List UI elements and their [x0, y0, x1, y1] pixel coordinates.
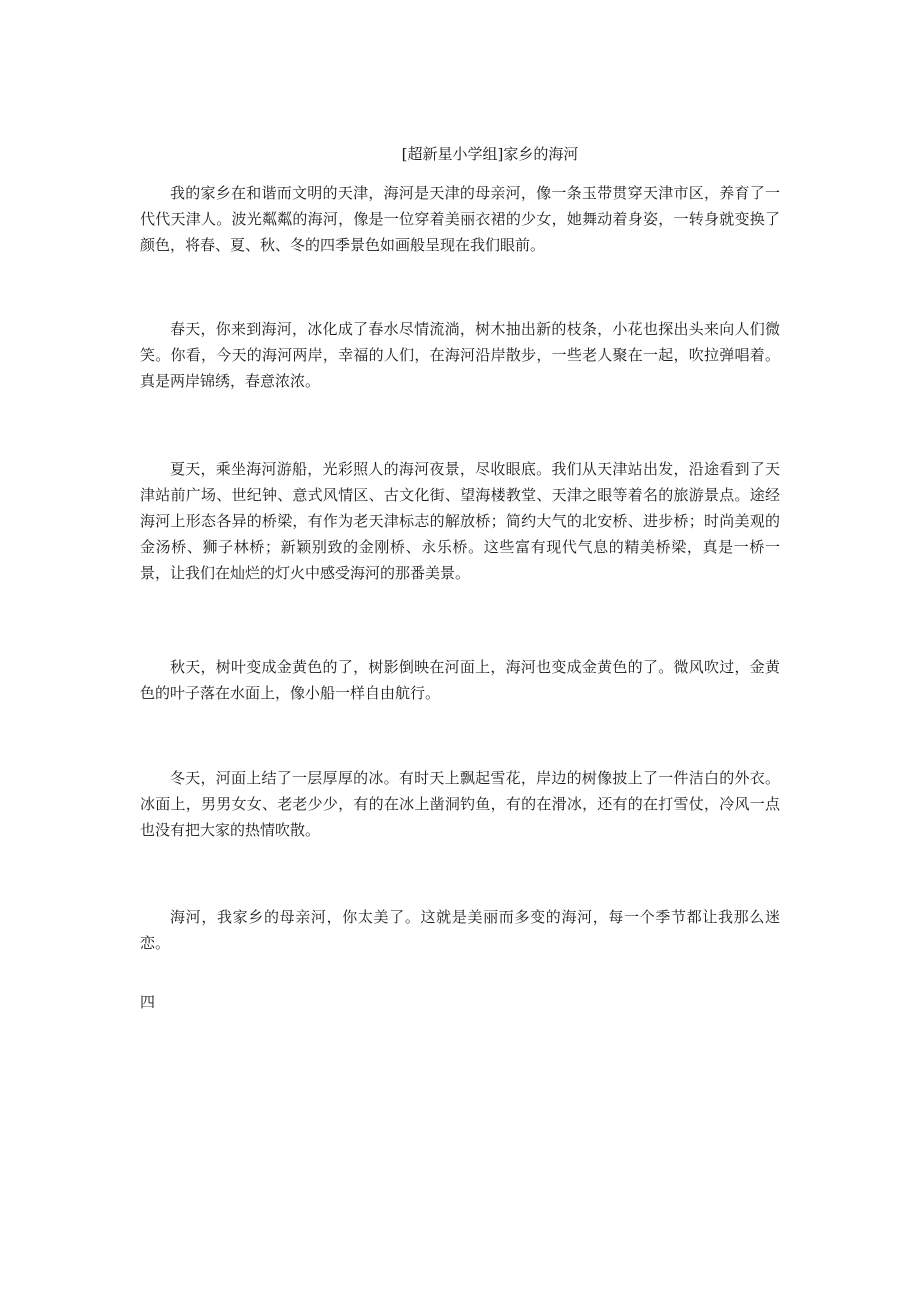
paragraph-conclusion: 海河，我家乡的母亲河，你太美了。这就是美丽而多变的海河，每一个季节都让我那么迷恋。 — [140, 908, 780, 952]
paragraph-spring: 春天，你来到海河，冰化成了春水尽情流淌，树木抽出新的枝条，小花也探出头来向人们微笑。你看，今天的海河两岸，幸福的人们，在海河沿岸散步，一些老人聚在一起，吹拉弹唱着。真是两岸锦绣，春意浓浓。 — [140, 320, 780, 390]
paragraph-intro: 我的家乡在和谐而文明的天津，海河是天津的母亲河，像一条玉带贯穿天津市区，养育了一代代天津人。波光粼粼的海河，像是一位穿着美丽衣裙的少女，她舞动着身姿，一转身就变换了颜色，将春、夏、秋、冬的四季景色如画般呈现在我们眼前。 — [140, 184, 780, 254]
paragraph-autumn: 秋天，树叶变成金黄色的了，树影倒映在河面上，海河也变成金黄色的了。微风吹过，金黄色的叶子落在水面上，像小船一样自由航行。 — [140, 658, 780, 702]
paragraph-summer: 夏天，乘坐海河游船，光彩照人的海河夜景，尽收眼底。我们从天津站出发，沿途看到了天津站前广场、世纪钟、意式风情区、古文化街、望海楼教堂、天津之眼等着名的旅游景点。途经海河上形态各异的桥梁，有作为老天津标志的解放桥；简约大气的北安桥、进步桥；时尚美观的金汤桥、狮子林桥；新颖别致的金刚桥、永乐桥。这些富有现代气息的精美桥梁，真是一桥一景，让我们在灿烂的灯火中感受海河的那番美景。 — [140, 460, 780, 582]
trailing-text: 四 — [140, 993, 156, 1011]
document-title: [超新星小学组]家乡的海河 — [401, 145, 579, 163]
paragraph-winter: 冬天，河面上结了一层厚厚的冰。有时天上飘起雪花，岸边的树像披上了一件洁白的外衣。冰面上，男男女女、老老少少，有的在冰上凿洞钓鱼，有的在滑冰，还有的在打雪仗，冷风一点也没有把大家的热情吹散。 — [140, 769, 780, 839]
